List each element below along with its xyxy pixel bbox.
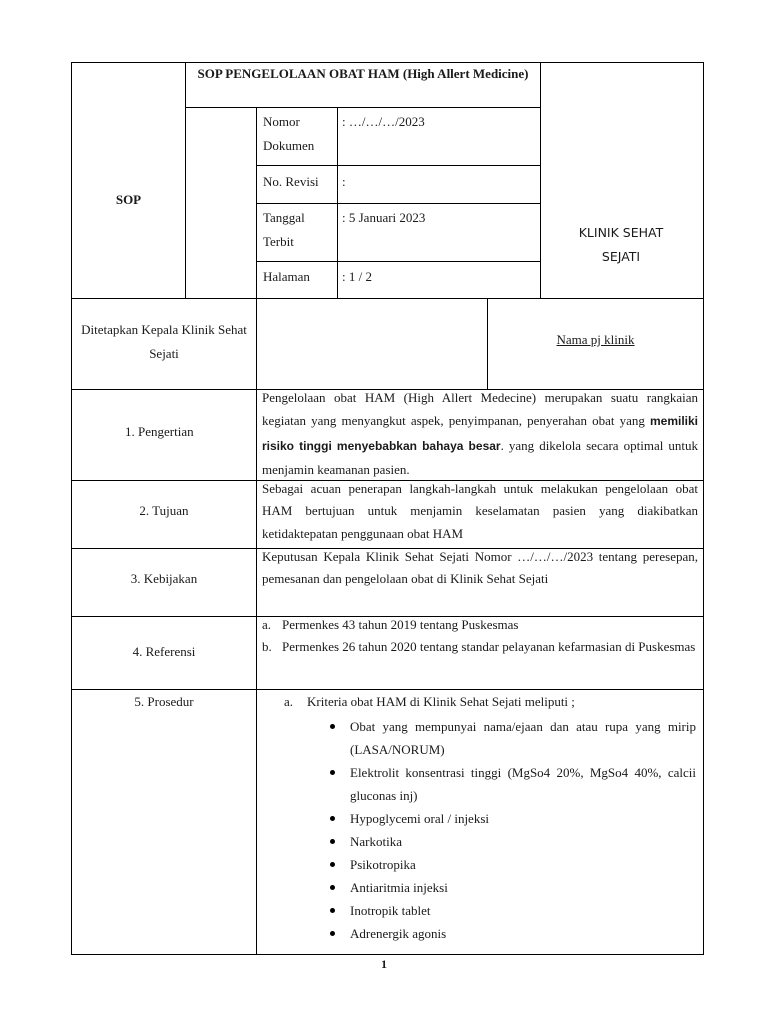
- field-label-no-revisi: No. Revisi: [263, 174, 319, 189]
- document-title: SOP PENGELOLAAN OBAT HAM (High Allert Medicine): [197, 66, 529, 81]
- list-item: Antiaritmia injeksi: [350, 876, 696, 899]
- sop-label: SOP: [115, 192, 142, 207]
- list-item: Adrenergik agonis: [350, 922, 696, 945]
- bullet-icon: [330, 885, 335, 890]
- prosedur-intro: a. Kriteria obat HAM di Klinik Sehat Sejati meliputi ;: [284, 694, 575, 709]
- section-label-referensi: 4. Referensi: [132, 644, 196, 659]
- field-value-halaman: : 1 / 2: [342, 269, 372, 284]
- prosedur-bullet-list: [350, 715, 696, 945]
- field-label-nomor-dokumen: Nomor Dokumen: [263, 114, 315, 153]
- section-label-kebijakan: 3. Kebijakan: [130, 571, 198, 586]
- field-value-tanggal-terbit: : 5 Januari 2023: [342, 210, 426, 225]
- bullet-icon: [330, 724, 335, 729]
- bullet-icon: [330, 839, 335, 844]
- section-label-pengertian: 1. Pengertian: [125, 424, 194, 439]
- bullet-icon: [330, 862, 335, 867]
- section-label-prosedur: 5. Prosedur: [134, 694, 194, 709]
- prosedur-content: [262, 690, 698, 945]
- section-label-tujuan: 2. Tujuan: [139, 503, 189, 518]
- bullet-icon: [330, 908, 335, 913]
- referensi-item: b. Permenkes 26 tahun 2020 tentang standar pelayanan kefarmasian di Puskesmas: [262, 639, 696, 655]
- approval-name: Nama pj klinik: [556, 332, 635, 347]
- field-value-no-revisi: :: [342, 174, 346, 189]
- bullet-icon: [330, 931, 335, 936]
- pengertian-emphasis: memiliki risiko tinggi menyebabkan bahaya besar: [262, 414, 698, 453]
- bullet-icon: [330, 770, 335, 775]
- list-item: Obat yang mempunyai nama/ejaan dan atau rupa yang mirip (LASA/NORUM): [350, 715, 696, 761]
- approval-label: Ditetapkan Kepala Klinik Sehat Sejati: [81, 322, 247, 361]
- field-label-tanggal-terbit: Tanggal Terbit: [263, 210, 305, 249]
- page-number: 1: [381, 957, 387, 971]
- list-item: Inotropik tablet: [350, 899, 696, 922]
- field-label-halaman: Halaman: [263, 269, 310, 284]
- list-item: Narkotika: [350, 830, 696, 853]
- section-text-tujuan: Sebagai acuan penerapan langkah-langkah untuk melakukan pengelolaan obat HAM bertujuan untuk menjamin keselamatan pasien yang diakibatkan ketidaktepatan penggunaan obat HAM: [262, 481, 698, 541]
- field-value-nomor-dokumen: : …/…/…/2023: [342, 114, 425, 129]
- clinic-name: KLINIK SEHAT SEJATI: [578, 225, 664, 264]
- referensi-list: [262, 614, 698, 659]
- section-text-pengertian: Pengelolaan obat HAM (High Allert Medecine) merupakan suatu rangkaian kegiatan yang menyangkut aspek, penyimpanan, penyerahan obat yang memiliki risiko tinggi menyebabkan bahaya besar. yang dikelola secara optimal untuk menjamin keamanan pasien.: [262, 390, 698, 477]
- list-item: Hypoglycemi oral / injeksi: [350, 807, 696, 830]
- section-text-kebijakan: Keputusan Kepala Klinik Sehat Sejati Nomor …/…/…/2023 tentang peresepan, pemesanan dan pengelolaan obat di Klinik Sehat Sejati: [262, 549, 698, 587]
- referensi-item: a. Permenkes 43 tahun 2019 tentang Puskesmas: [262, 617, 519, 632]
- list-item: Psikotropika: [350, 853, 696, 876]
- list-item: Elektrolit konsentrasi tinggi (MgSo4 20%, MgSo4 40%, calcii gluconas inj): [350, 761, 696, 807]
- bullet-icon: [330, 816, 335, 821]
